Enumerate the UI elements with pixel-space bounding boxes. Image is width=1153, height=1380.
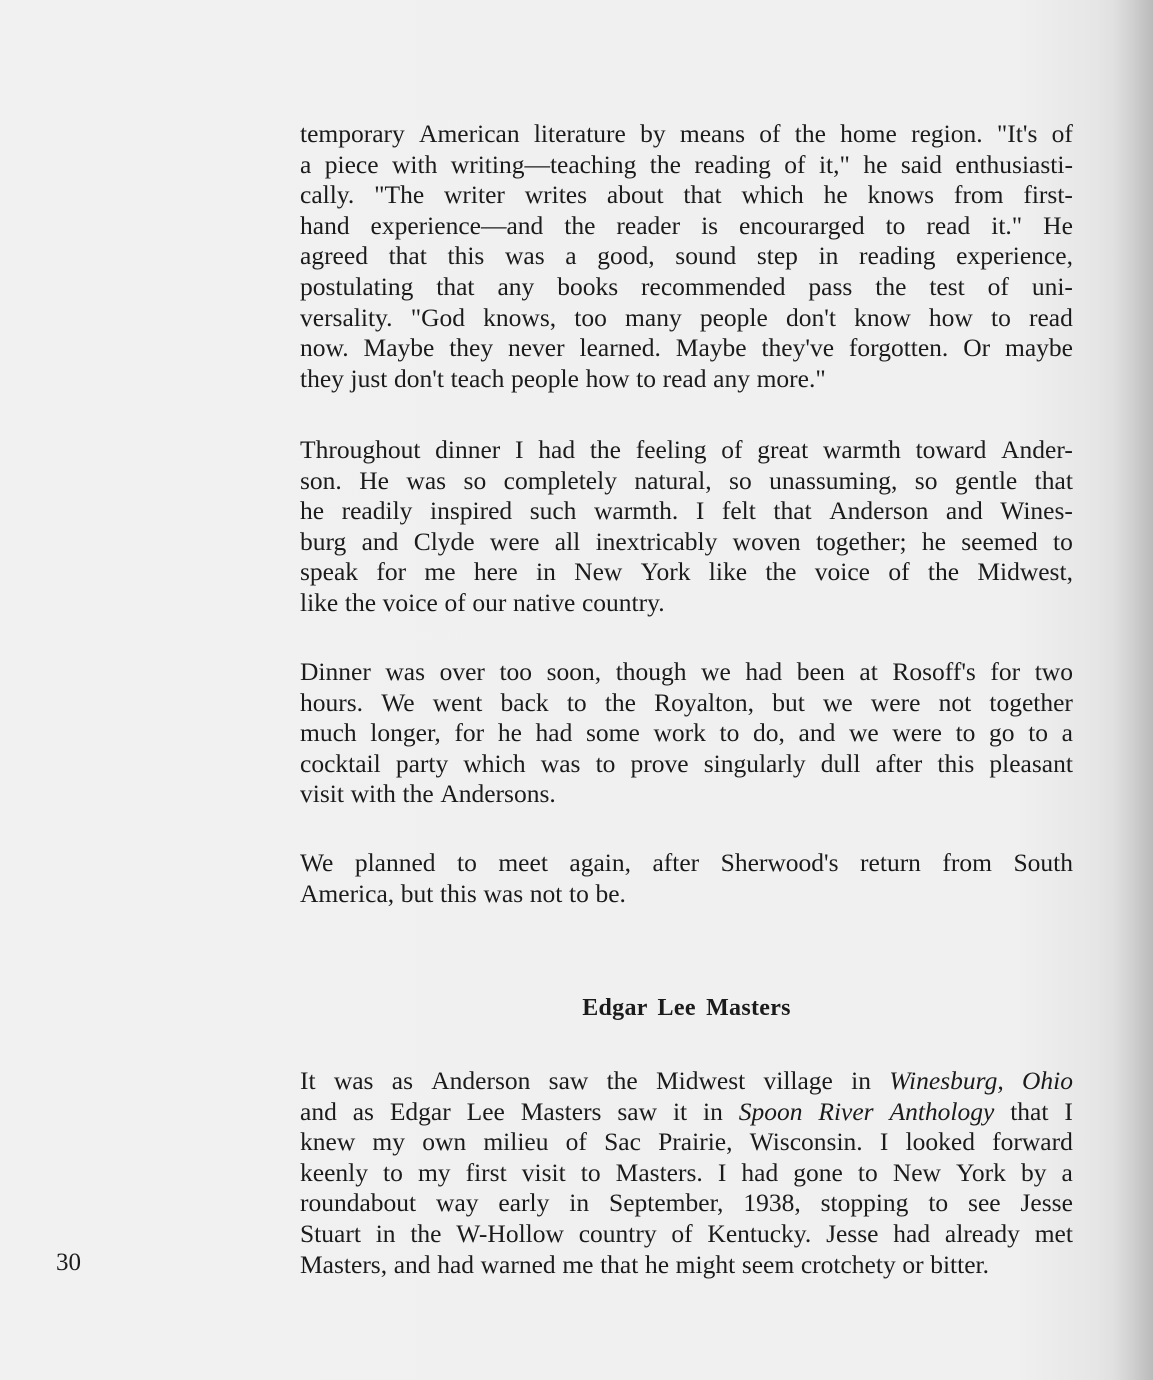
text-line: postulating that any books recommended pass the test of uni- (300, 271, 1073, 301)
text-line: It was as Anderson saw the Midwest village in Winesburg, Ohio (300, 1066, 1073, 1095)
page-edge-shadow (1113, 0, 1153, 1380)
text-line: We planned to meet again, after Sherwood's return from South (300, 848, 1073, 877)
text-line: burg and Clyde were all inextricably woven together; he seemed to (300, 526, 1073, 556)
text-line: hand experience—and the reader is encourarged to read it." He (300, 210, 1073, 240)
text-line: versality. "God knows, too many people don't know how to read (300, 302, 1073, 332)
text-line: a piece with writing—teaching the reading of it," he said enthusiasti- (300, 149, 1073, 179)
text-line: they just don't teach people how to read any more." (300, 363, 826, 393)
text-line: cally. "The writer writes about that which he knows from first- (300, 180, 1073, 210)
text-line: roundabout way early in September, 1938, stopping to see Jesse (300, 1188, 1073, 1218)
text-line: visit with the Andersons. (300, 779, 556, 809)
page-number: 30 (56, 1249, 81, 1276)
paragraph-4 (300, 848, 1073, 909)
text-line: cocktail party which was to prove singularly dull after this pleasant (300, 748, 1073, 778)
text-line: hours. We went back to the Royalton, but we were not together (300, 687, 1073, 717)
paragraph-1 (300, 119, 1073, 394)
text-line: knew my own milieu of Sac Prairie, Wisconsin. I looked forward (300, 1127, 1073, 1157)
text-line: Stuart in the W-Hollow country of Kentucky. Jesse had already met (300, 1218, 1073, 1248)
section-heading: Edgar Lee Masters (582, 995, 791, 1021)
paragraph-5 (300, 1066, 1073, 1280)
text-line: and as Edgar Lee Masters saw it in Spoon River Anthology that I (300, 1096, 1073, 1126)
paragraph-2 (300, 435, 1073, 619)
paragraph-3 (300, 657, 1073, 810)
text-line: like the voice of our native country. (300, 587, 665, 617)
text-line: America, but this was not to be. (300, 878, 626, 908)
text-line: he readily inspired such warmth. I felt that Anderson and Wines- (300, 496, 1073, 526)
text-line: much longer, for he had some work to do, and we were to go to a (300, 718, 1073, 748)
text-line: now. Maybe they never learned. Maybe they've forgotten. Or maybe (300, 333, 1073, 363)
text-line: son. He was so completely natural, so unassuming, so gentle that (300, 465, 1073, 495)
text-line: Masters, and had warned me that he might seem crotchety or bitter. (300, 1249, 990, 1279)
text-line: Dinner was over too soon, though we had been at Rosoff's for two (300, 657, 1073, 686)
text-line: temporary American literature by means of the home region. "It's of (300, 119, 1073, 148)
text-line: agreed that this was a good, sound step in reading experience, (300, 241, 1073, 271)
text-line: speak for me here in New York like the voice of the Midwest, (300, 557, 1073, 587)
text-line: Throughout dinner I had the feeling of great warmth toward Ander- (300, 435, 1073, 464)
text-line: keenly to my first visit to Masters. I had gone to New York by a (300, 1157, 1073, 1187)
